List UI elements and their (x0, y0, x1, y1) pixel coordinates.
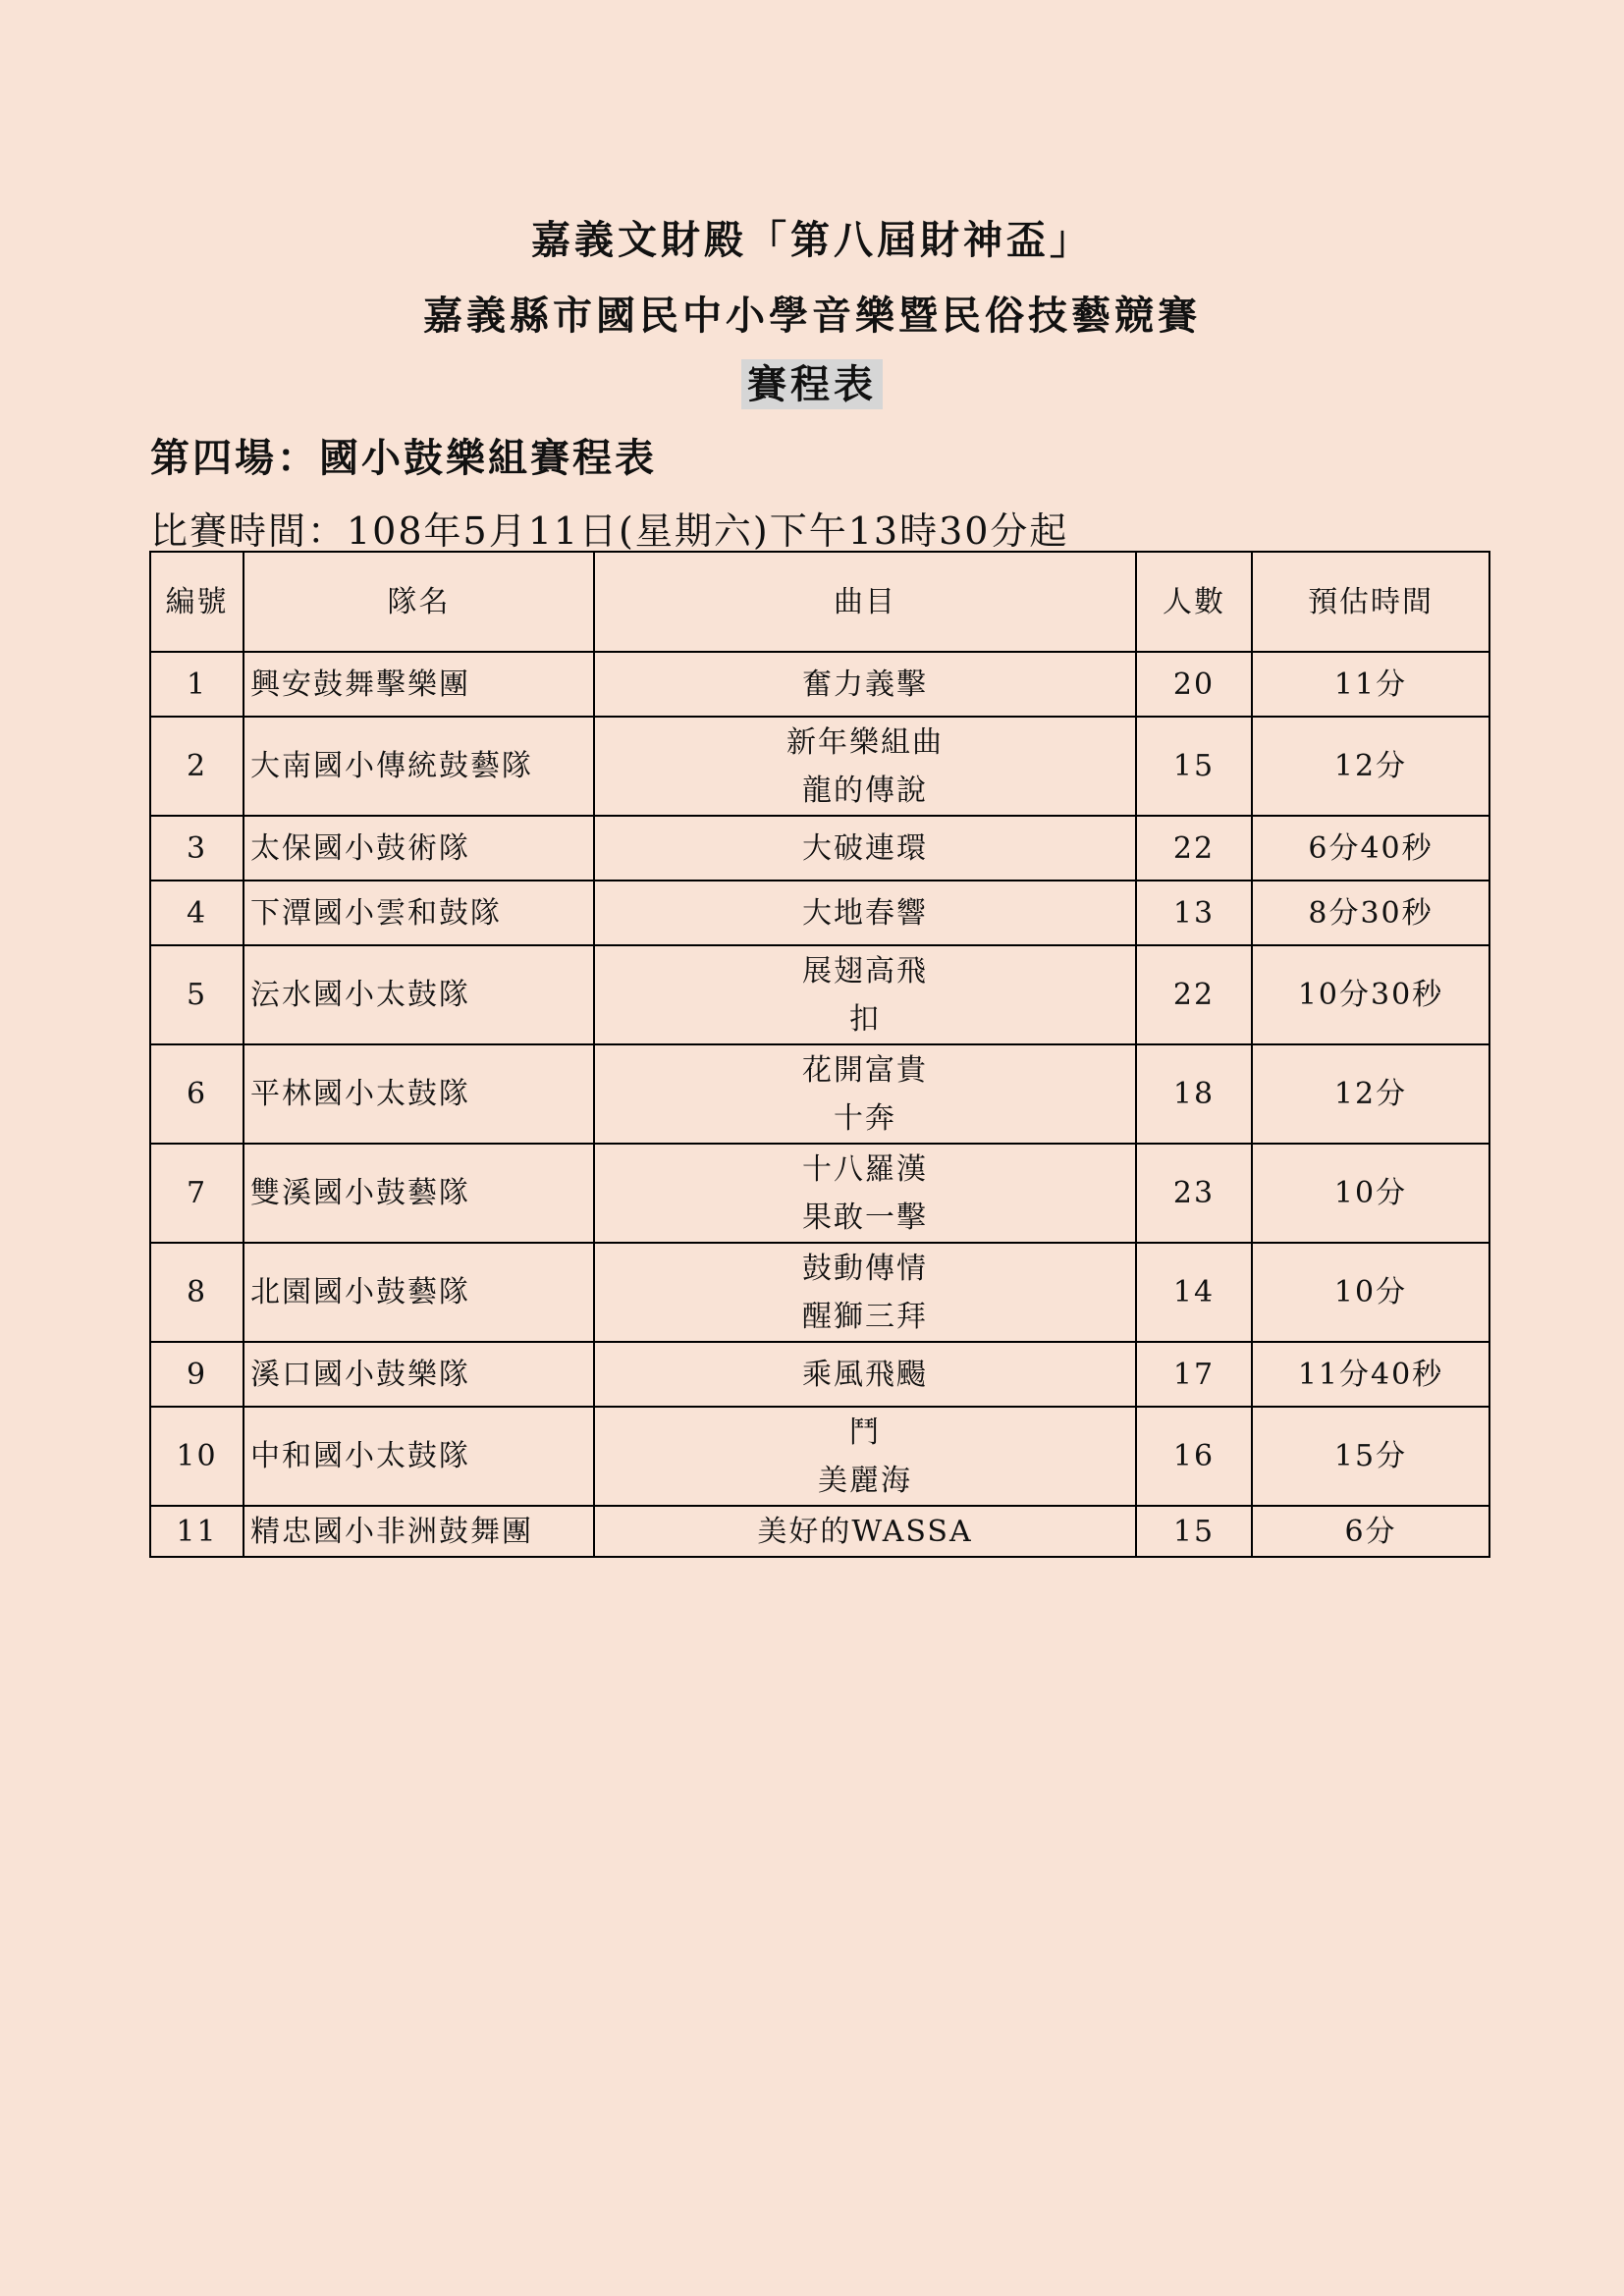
cell-team: 沄水國小太鼓隊 (244, 945, 594, 1044)
song-title: 花開富貴 (802, 1052, 928, 1088)
cell-time: 11分 (1252, 652, 1489, 717)
cell-songs (594, 881, 1136, 945)
cell-count: 15 (1136, 1506, 1252, 1557)
cell-time: 10分 (1252, 1144, 1489, 1243)
song-title: 新年樂組曲 (786, 724, 944, 760)
cell-team: 溪口國小鼓樂隊 (244, 1342, 594, 1407)
schedule-table (149, 551, 1490, 1558)
cell-count: 22 (1136, 816, 1252, 881)
cell-count: 14 (1136, 1243, 1252, 1342)
cell-number: 6 (150, 1044, 244, 1144)
cell-number: 1 (150, 652, 244, 717)
table-header-row (150, 552, 1489, 652)
cell-songs (594, 1243, 1136, 1342)
header-count: 人數 (1136, 552, 1252, 652)
cell-songs (594, 1342, 1136, 1407)
table-row (150, 1342, 1489, 1407)
song-title: 展翅高飛 (802, 953, 928, 988)
table-row (150, 652, 1489, 717)
cell-songs (594, 1506, 1136, 1557)
cell-songs (594, 652, 1136, 717)
cell-time: 6分40秒 (1252, 816, 1489, 881)
cell-number: 11 (150, 1506, 244, 1557)
song-title: 鼓動傳情 (802, 1251, 928, 1286)
song-title: 奮力義擊 (802, 667, 928, 702)
cell-team: 下潭國小雲和鼓隊 (244, 881, 594, 945)
table-row (150, 945, 1489, 1044)
cell-count: 15 (1136, 717, 1252, 816)
schedule-label: 賽程表 (741, 359, 883, 409)
table-row (150, 1243, 1489, 1342)
table-row (150, 881, 1489, 945)
cell-time: 6分 (1252, 1506, 1489, 1557)
song-title: 美麗海 (818, 1463, 912, 1498)
song-title: 十八羅漢 (802, 1151, 928, 1187)
table-row (150, 1044, 1489, 1144)
cell-time: 10分 (1252, 1243, 1489, 1342)
song-title: 果敢一擊 (802, 1200, 928, 1235)
cell-team: 精忠國小非洲鼓舞團 (244, 1506, 594, 1557)
cell-songs (594, 1144, 1136, 1243)
header-team: 隊名 (244, 552, 594, 652)
cell-songs (594, 1407, 1136, 1506)
cell-time: 12分 (1252, 1044, 1489, 1144)
cell-songs (594, 1044, 1136, 1144)
cell-count: 20 (1136, 652, 1252, 717)
table-row (150, 1407, 1489, 1506)
cell-songs (594, 945, 1136, 1044)
table-row (150, 816, 1489, 881)
cell-count: 16 (1136, 1407, 1252, 1506)
cell-number: 9 (150, 1342, 244, 1407)
title-line-1: 嘉義文財殿「第八屆財神盃」 (531, 217, 1093, 263)
song-title: 鬥 (849, 1415, 881, 1450)
cell-number: 7 (150, 1144, 244, 1243)
cell-songs (594, 816, 1136, 881)
cell-songs (594, 717, 1136, 816)
cell-team: 中和國小太鼓隊 (244, 1407, 594, 1506)
cell-team: 大南國小傳統鼓藝隊 (244, 717, 594, 816)
cell-time: 8分30秒 (1252, 881, 1489, 945)
cell-count: 13 (1136, 881, 1252, 945)
song-title: 美好的WASSA (757, 1514, 973, 1549)
cell-time: 11分40秒 (1252, 1342, 1489, 1407)
cell-count: 22 (1136, 945, 1252, 1044)
cell-number: 3 (150, 816, 244, 881)
cell-team: 興安鼓舞擊樂團 (244, 652, 594, 717)
song-title: 扣 (849, 1001, 881, 1037)
cell-count: 18 (1136, 1044, 1252, 1144)
song-title: 醒獅三拜 (802, 1299, 928, 1334)
song-title: 龍的傳說 (802, 773, 928, 808)
song-title: 十奔 (834, 1100, 896, 1136)
cell-team: 太保國小鼓術隊 (244, 816, 594, 881)
song-title: 乘風飛颺 (802, 1357, 928, 1392)
cell-count: 23 (1136, 1144, 1252, 1243)
cell-number: 10 (150, 1407, 244, 1506)
cell-number: 2 (150, 717, 244, 816)
cell-team: 平林國小太鼓隊 (244, 1044, 594, 1144)
cell-time: 10分30秒 (1252, 945, 1489, 1044)
header-time: 預估時間 (1252, 552, 1489, 652)
cell-team: 雙溪國小鼓藝隊 (244, 1144, 594, 1243)
cell-team: 北園國小鼓藝隊 (244, 1243, 594, 1342)
section-title: 第四場：國小鼓樂組賽程表 (150, 435, 657, 481)
header-songs: 曲目 (594, 552, 1136, 652)
table-row (150, 1506, 1489, 1557)
table-row (150, 1144, 1489, 1243)
cell-count: 17 (1136, 1342, 1252, 1407)
title-line-2: 嘉義縣市國民中小學音樂暨民俗技藝競賽 (423, 293, 1201, 339)
cell-number: 8 (150, 1243, 244, 1342)
song-title: 大地春響 (802, 895, 928, 931)
competition-datetime: 比賽時間：108年5月11日(星期六)下午13時30分起 (150, 509, 1069, 553)
cell-time: 15分 (1252, 1407, 1489, 1506)
table-row (150, 717, 1489, 816)
header-number: 編號 (150, 552, 244, 652)
song-title: 大破連環 (802, 830, 928, 866)
title-line-3 (0, 353, 1624, 409)
cell-time: 12分 (1252, 717, 1489, 816)
cell-number: 5 (150, 945, 244, 1044)
cell-number: 4 (150, 881, 244, 945)
